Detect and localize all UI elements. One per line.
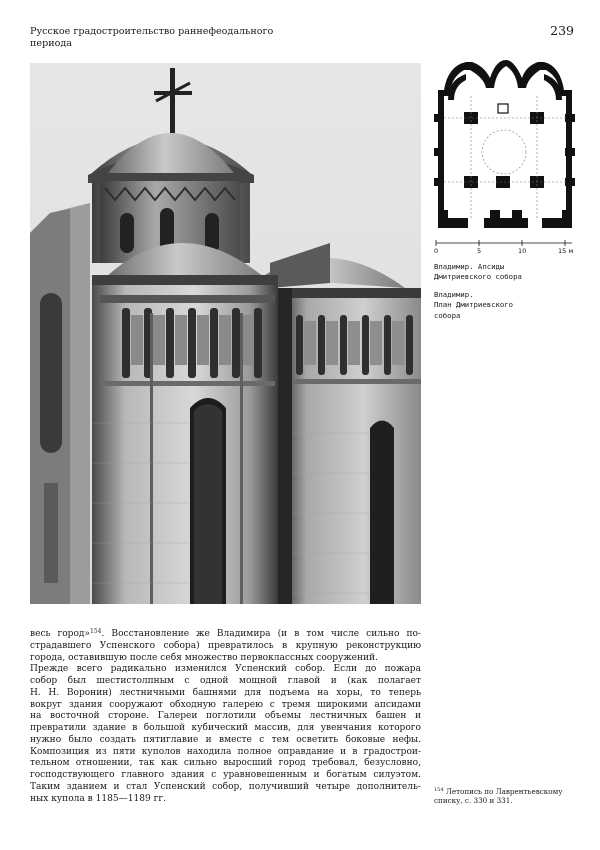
body-paragraph <box>30 629 421 805</box>
body-line: страдавшего Успенского собора) превратилось в крупную реконструкцию <box>30 640 421 651</box>
plan-caption-line-1: Владимир. <box>434 290 474 299</box>
body-line-1-end: . Восстановление же Владимира (и в том числе сильно по- <box>101 629 421 639</box>
body-line: Таким зданием и стал Успенский собор, получивший четыре дополнитель- <box>30 781 421 792</box>
body-line-1 <box>30 629 421 641</box>
plan-caption <box>434 290 574 321</box>
body-line: превратили здание в большой кубический массив, для увенчания которого <box>30 723 421 733</box>
footnote-reference: 154 <box>90 628 102 635</box>
footnote-number: 154 <box>434 787 444 793</box>
running-head-line-1: Русское градостроительство раннефеодального <box>30 26 274 37</box>
photo-caption-line-1: Владимир. Апсиды <box>434 262 505 271</box>
scale-label-15m: 15 м <box>558 247 574 255</box>
plan-caption-line-3: собора <box>434 310 461 320</box>
scale-label-5: 5 <box>477 247 482 255</box>
footnote-line-1 <box>434 787 576 796</box>
body-line: господствующего главного здания с уравновешенным и богатым силуэтом. <box>30 770 421 780</box>
body-line: Н. Н. Воронин) лестничными башнями для подъема на хоры, то теперь <box>30 687 421 698</box>
body-line: собор был шестистолпным с одной мощной главой и (как полагает <box>30 676 421 686</box>
body-line: ных купола в 1185—1189 гг. <box>30 793 166 804</box>
body-line: города, оставившую после себя множество первоклассных сооружений. <box>30 652 378 663</box>
footnote-line-1-text: Летопись по Лаврентьевскому <box>443 787 563 796</box>
body-line: Прежде всего радикально изменился Успенский собор. Если до пожара <box>30 664 421 675</box>
footnote-line-2: списку, с. 330 и 331. <box>434 796 513 806</box>
plan-caption-line-2: План Дмитриевского <box>434 300 514 310</box>
scale-label-0: 0 <box>434 247 439 255</box>
body-line: на восточной стороне. Галереи поглотили объемы лестничных башен и <box>30 711 421 722</box>
scale-label-10: 10 <box>518 247 527 255</box>
footnote <box>434 787 576 806</box>
body-line: вокруг здания сооружают обходную галерею с тремя широкими апсидами <box>30 699 421 710</box>
page-number: 239 <box>550 23 574 38</box>
photo-caption-line-2: Дмитриевского собора <box>434 272 522 282</box>
body-line: нужно было создать пятиглавие и вместе с тем осветить боковые нефы. <box>30 734 421 745</box>
body-line-1-start: весь город» <box>30 629 91 639</box>
running-head <box>30 26 310 50</box>
photo-caption <box>434 262 574 283</box>
running-head-line-2: периода <box>30 38 73 49</box>
cathedral-ground-plan <box>434 60 575 255</box>
cathedral-apses-photo <box>30 63 421 604</box>
body-line: тельном отношении, так как сильно выросший город требовал, безусловно, <box>30 758 421 769</box>
body-line: Композиция из пяти куполов находила полное оправдание и в градострои- <box>30 746 421 757</box>
